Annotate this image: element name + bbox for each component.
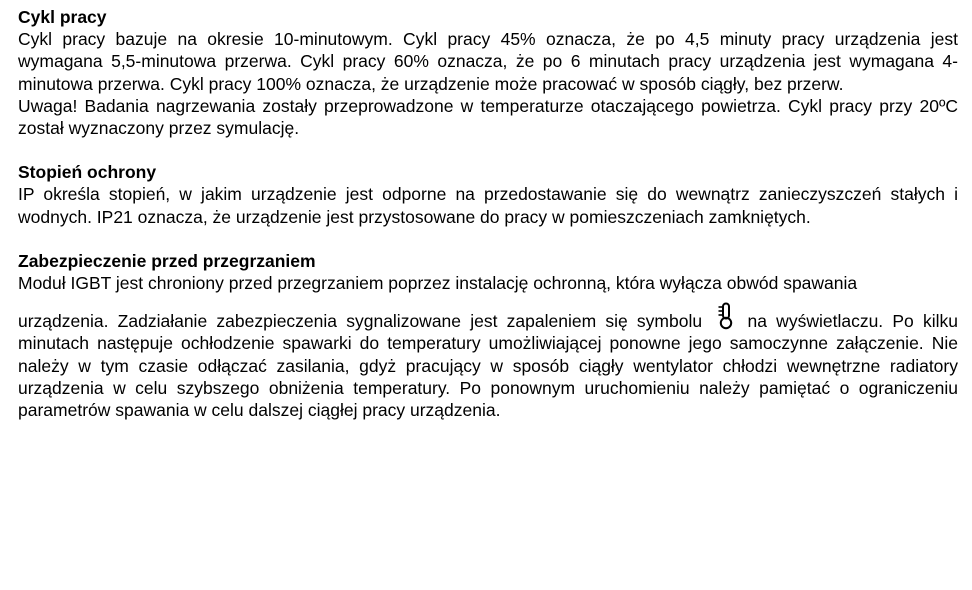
- section-spacer: [18, 139, 958, 161]
- duty-cycle-paragraph: Cykl pracy bazuje na okresie 10-minutowym. Cykl pracy 45% oznacza, że po 4,5 minuty pracy urządzenia jest wymagana 5,5-minutowa przerwa. Cykl pracy 60% oznacza, że po 6 minutach pracy urządzenia jest wymagana 4-minutowa przerwa. Cykl pracy 100% oznacza, że urządzenie może pracować w sposób ciągły, bez przerw.: [18, 29, 958, 94]
- overheat-heading: Zabezpieczenie przed przegrzaniem: [18, 250, 316, 271]
- document-page: [18, 6, 958, 421]
- overheat-text-before-symbol: urządzenia. Zadziałanie zabezpieczenia sygnalizowane jest zapaleniem się symbolu: [18, 311, 712, 332]
- overheat-text-after-symbol: na wyświetlaczu. Po kilku minutach następuje ochłodzenie spawarki do temperatury umożliwiającej ponowne jego samoczynne załączenie. Nie należy w tym czasie odłączać zasilania, gdyż pracujący w sposób ciągły wentylator chłodzi wewnętrzne radiatory urządzenia w celu szybszego obniżenia temperatury. Po ponownym uruchomieniu należy pamiętać o ograniczeniu parametrów spawania w celu dalszej ciągłej pracy urządzenia.: [18, 311, 958, 421]
- thermometer-icon: [717, 302, 735, 330]
- overheat-paragraph: [18, 302, 958, 421]
- protection-paragraph: IP określa stopień, w jakim urządzenie jest odporne na przedostawanie się do wewnątrz zanieczyszczeń stałych i wodnych. IP21 oznacza, że urządzenie jest przystosowane do pracy w pomieszczeniach zamkniętych.: [18, 184, 958, 227]
- duty-cycle-note: Uwaga! Badania nagrzewania zostały przeprowadzone w temperaturze otaczającego powietrza. Cykl pracy przy 20ºC został wyznaczony przez symulację.: [18, 95, 958, 139]
- protection-heading: Stopień ochrony: [18, 162, 157, 183]
- section-spacer: [18, 228, 958, 250]
- duty-cycle-heading: Cykl pracy: [18, 7, 107, 27]
- overheat-line-1: Moduł IGBT jest chroniony przed przegrzaniem poprzez instalację ochronną, która wyłącza obwód spawania: [18, 273, 858, 294]
